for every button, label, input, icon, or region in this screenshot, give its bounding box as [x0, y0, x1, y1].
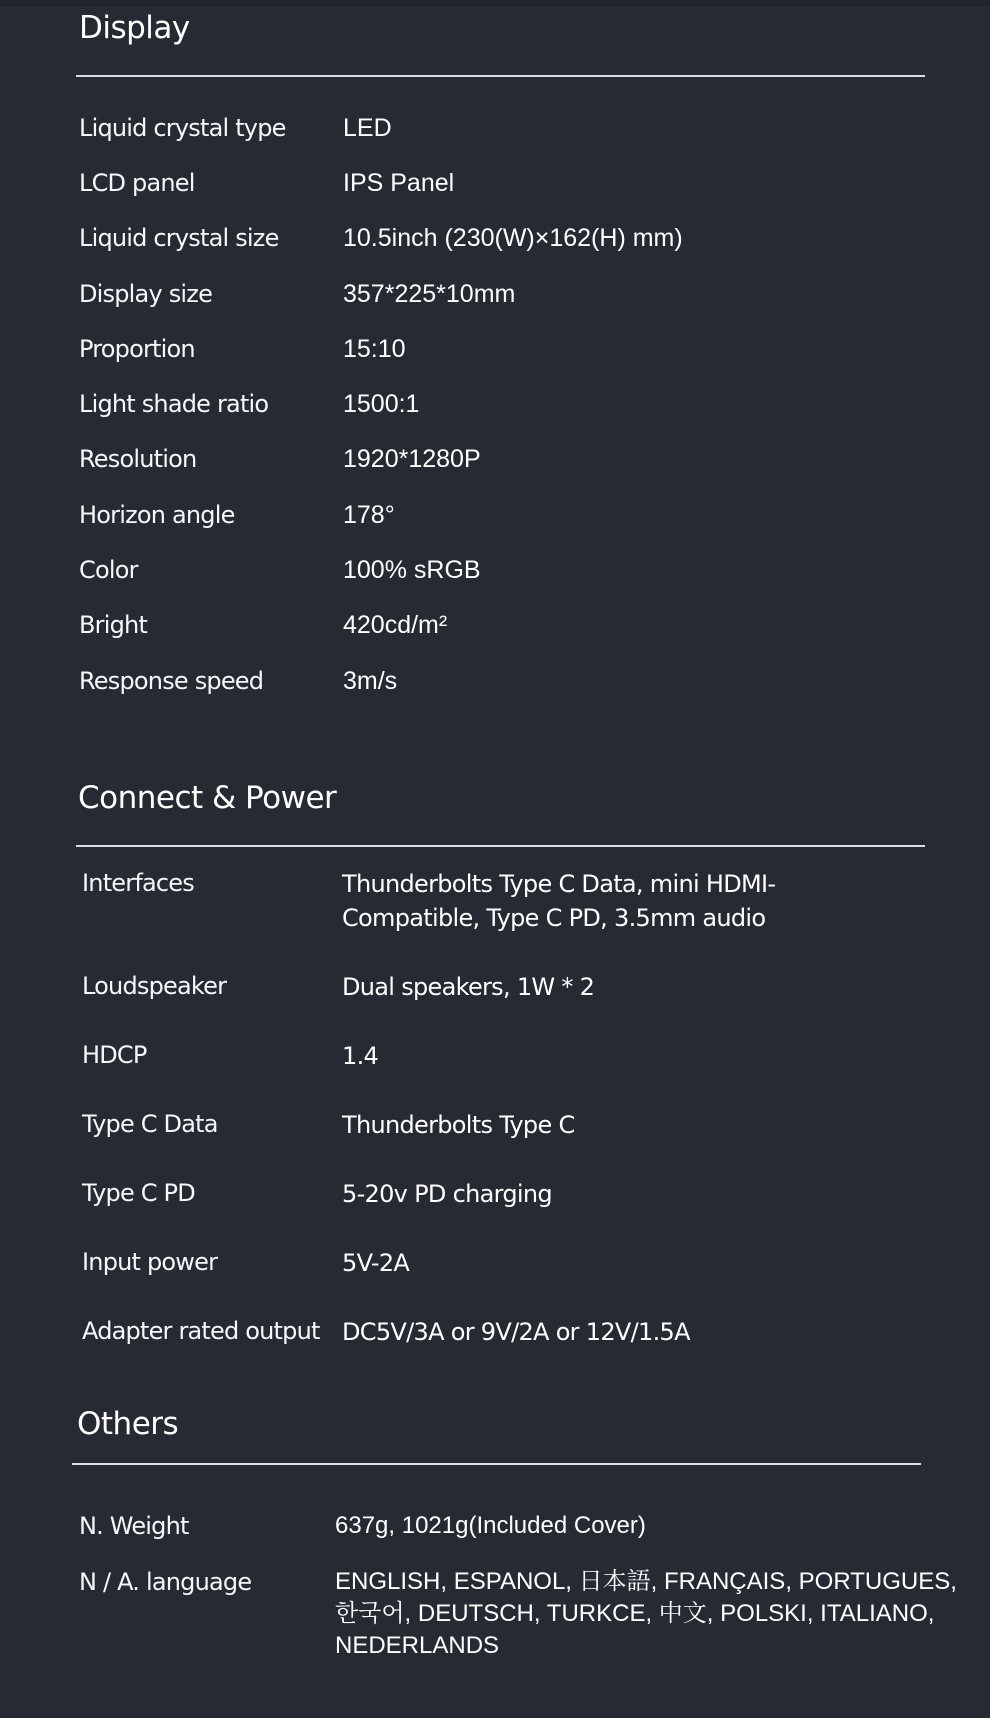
spec-value: 357*225*10mm — [343, 280, 516, 308]
spec-label: Color — [79, 556, 138, 584]
spec-label: Type C Data — [82, 1110, 218, 1138]
spec-value: Thunderbolts Type C — [342, 1111, 575, 1139]
spec-label: Type C PD — [82, 1179, 195, 1207]
spec-label: N / A. language — [79, 1568, 252, 1596]
spec-value: 5V-2A — [342, 1249, 410, 1277]
spec-value: 178° — [343, 501, 395, 529]
spec-label: Input power — [82, 1248, 218, 1276]
others-section-divider — [72, 1463, 921, 1465]
spec-value: Dual speakers, 1W * 2 — [342, 973, 595, 1001]
top-border — [0, 0, 990, 6]
spec-label: Proportion — [79, 335, 195, 363]
spec-label: Liquid crystal type — [79, 114, 286, 142]
spec-label: Horizon angle — [79, 501, 235, 529]
spec-label: N. Weight — [79, 1512, 189, 1540]
spec-value: 5-20v PD charging — [342, 1180, 552, 1208]
connect-power-section-divider — [76, 845, 925, 847]
spec-value: 1.4 — [342, 1042, 379, 1070]
spec-value: 3m/s — [343, 667, 398, 695]
spec-label: Loudspeaker — [82, 972, 227, 1000]
spec-value: 420cd/m² — [343, 611, 448, 639]
spec-value: LED — [343, 114, 392, 142]
spec-label: Response speed — [79, 667, 264, 695]
spec-label: Resolution — [79, 445, 197, 473]
spec-value: DC5V/3A or 9V/2A or 12V/1.5A — [342, 1318, 690, 1346]
spec-row-language — [79, 1566, 979, 1666]
spec-value: 100% sRGB — [343, 556, 481, 584]
spec-value: Thunderbolts Type C Data, mini HDMI-Compatible, Type C PD, 3.5mm audio — [342, 870, 776, 932]
spec-label: Light shade ratio — [79, 390, 269, 418]
spec-row-interfaces — [79, 867, 979, 937]
spec-label: Interfaces — [82, 869, 194, 897]
spec-label: Liquid crystal size — [79, 224, 279, 252]
display-section-divider — [76, 75, 925, 77]
spec-value: 637g, 1021g(Included Cover) — [335, 1512, 646, 1539]
connect-power-section-title: Connect & Power — [78, 780, 337, 816]
spec-label: LCD panel — [79, 169, 195, 197]
spec-value: IPS Panel — [343, 169, 455, 197]
spec-value: 10.5inch (230(W)×162(H) mm) — [343, 224, 683, 252]
spec-label: Adapter rated output — [82, 1317, 320, 1345]
spec-value: 1920*1280P — [343, 445, 481, 473]
spec-value: ENGLISH, ESPANOL, 日本語, FRANÇAIS, PORTUGUES, 한국어, DEUTSCH, TURKCE, 中文, POLSKI, ITALIANO, NEDERLANDS — [335, 1568, 957, 1659]
spec-value: 15:10 — [343, 335, 406, 363]
spec-value: 1500:1 — [343, 390, 420, 418]
spec-label: HDCP — [82, 1041, 147, 1069]
spec-label: Bright — [79, 611, 148, 639]
others-section-title: Others — [77, 1406, 179, 1442]
spec-label: Display size — [79, 280, 213, 308]
display-section-title: Display — [79, 10, 190, 46]
